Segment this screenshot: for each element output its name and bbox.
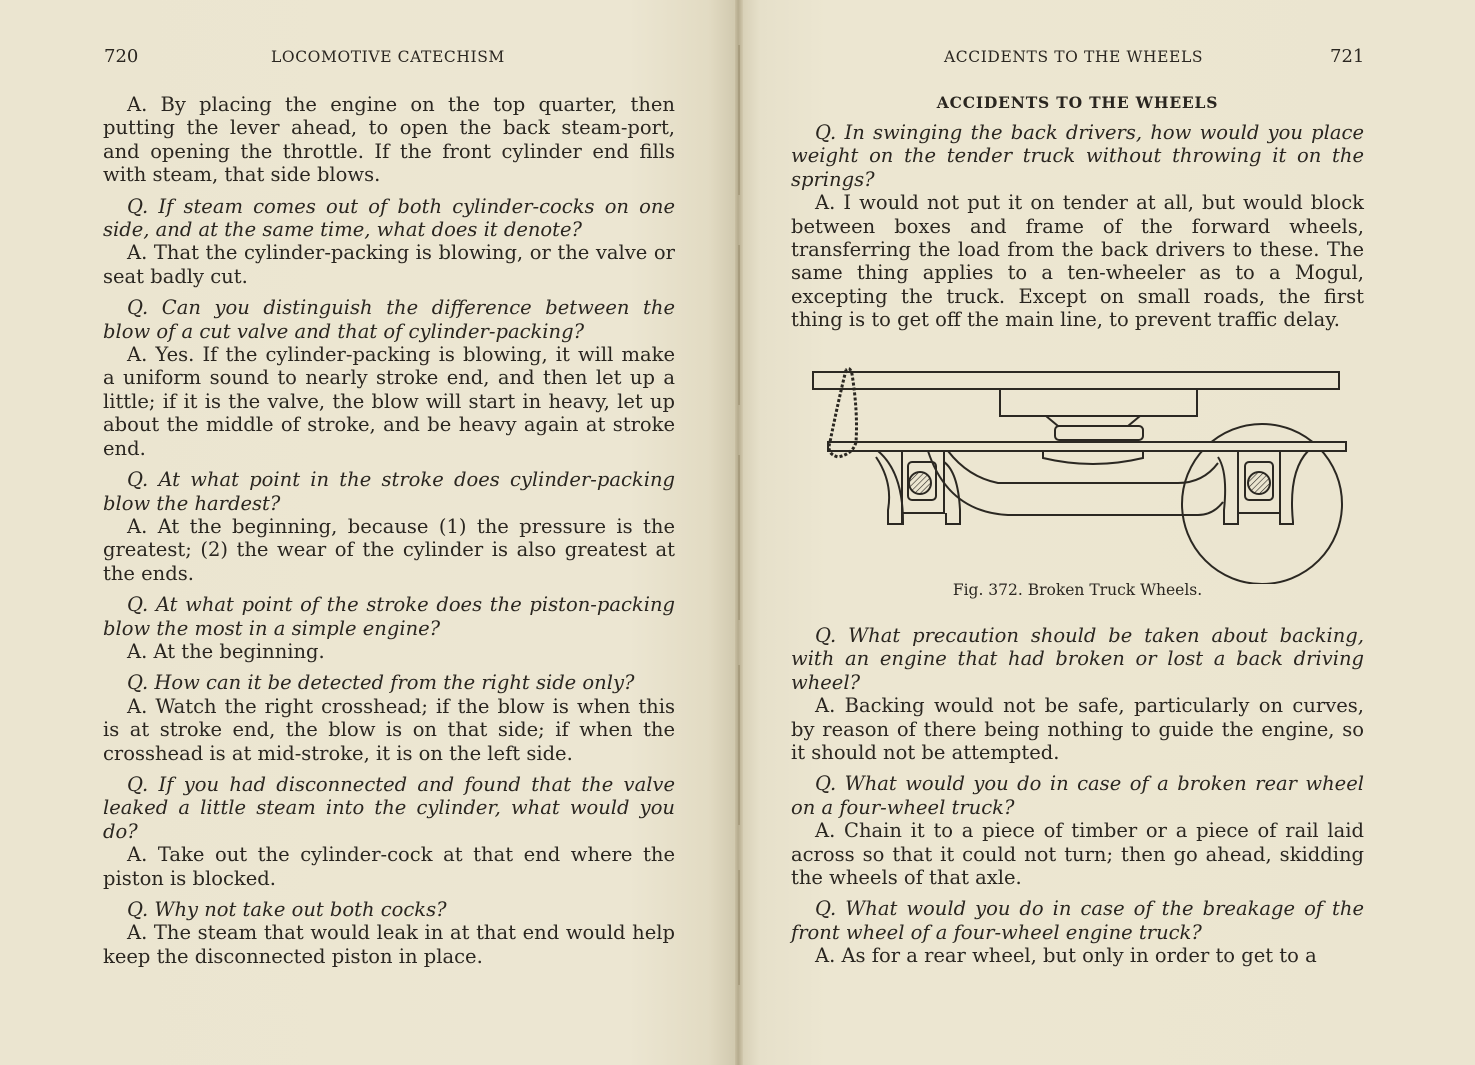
answer-paragraph: A. As for a rear wheel, but only in order to get to a bbox=[815, 944, 1317, 968]
binding-thread bbox=[738, 245, 740, 405]
question-paragraph: Q. Can you distinguish the difference between the blow of a cut valve and that of cylinder-packing? bbox=[103, 296, 675, 343]
page-number-left: 720 bbox=[104, 46, 139, 67]
right-page-body-lower bbox=[791, 624, 1364, 968]
answer-paragraph: A. Chain it to a piece of timber or a piece of rail laid across so that it could not turn; then go ahead, skidding the wheels of that axle. bbox=[791, 819, 1364, 890]
binding-thread bbox=[738, 455, 740, 620]
right-page-body-upper bbox=[791, 121, 1364, 332]
page-number-right: 721 bbox=[1330, 46, 1365, 67]
question-paragraph: Q. In swinging the back drivers, how would you place weight on the tender truck without throwing it on the springs? bbox=[791, 121, 1364, 191]
binding-thread bbox=[738, 870, 740, 985]
section-heading: ACCIDENTS TO THE WHEELS bbox=[936, 93, 1219, 112]
answer-paragraph: A. I would not put it on tender at all, but would block between boxes and frame of the forward wheels, transferring the load from the back drivers to these. The same thing applies to a ten-wheeler as to a Mogul, excepting the truck. Except on small roads, the first thing is to get off the main line, to prevent traffic delay. bbox=[791, 191, 1364, 332]
broken-truck-wheels-figure bbox=[808, 362, 1348, 584]
question-paragraph: Q. If you had disconnected and found that the valve leaked a little steam into the cylinder, what would you do? bbox=[103, 772, 675, 843]
question-paragraph: Q. What would you do in case of the breakage of the front wheel of a four-wheel engine truck? bbox=[791, 897, 1364, 944]
question-paragraph: Q. Why not take out both cocks? bbox=[127, 898, 447, 921]
answer-paragraph: A. By placing the engine on the top quarter, then putting the lever ahead, to open the back steam-port, and opening the throttle. If the front cylinder end fills with steam, that side blows. bbox=[103, 93, 675, 187]
answer-paragraph: A. Take out the cylinder-cock at that end where the piston is blocked. bbox=[103, 843, 675, 890]
question-paragraph: Q. At what point of the stroke does the piston-packing blow the most in a simple engine? bbox=[103, 593, 675, 640]
figure-caption: Fig. 372. Broken Truck Wheels. bbox=[952, 581, 1203, 599]
binding-thread bbox=[738, 45, 740, 195]
running-head-left: LOCOMOTIVE CATECHISM bbox=[271, 48, 505, 66]
answer-paragraph: A. At the beginning, because (1) the pressure is the greatest; (2) the wear of the cylinder is also greatest at the ends. bbox=[103, 514, 675, 585]
running-head-right: ACCIDENTS TO THE WHEELS bbox=[944, 48, 1204, 66]
question-paragraph: Q. What would you do in case of a broken rear wheel on a four-wheel truck? bbox=[791, 772, 1364, 819]
answer-paragraph: A. Backing would not be safe, particularly on curves, by reason of there being nothing to guide the engine, so it should not be attempted. bbox=[791, 694, 1364, 765]
question-paragraph: Q. What precaution should be taken about backing, with an engine that had broken or lost a back driving wheel? bbox=[791, 624, 1364, 694]
answer-paragraph: A. Yes. If the cylinder-packing is blowing, it will make a uniform sound to nearly stroke end, and then let up a little; if it is the valve, the blow will start in heavy, let up about the middle of stroke, and be heavy again at stroke end. bbox=[103, 343, 675, 460]
answer-paragraph: A. The steam that would leak in at that end would help keep the disconnected piston in place. bbox=[103, 921, 675, 968]
truck-illustration bbox=[808, 362, 1348, 584]
binding-thread bbox=[738, 665, 740, 825]
question-paragraph: Q. If steam comes out of both cylinder-cocks on one side, and at the same time, what does it denote? bbox=[103, 194, 675, 242]
question-paragraph: Q. At what point in the stroke does cylinder-packing blow the hardest? bbox=[103, 468, 675, 515]
answer-paragraph: A. At the beginning. bbox=[127, 639, 325, 663]
left-page-body bbox=[103, 93, 675, 968]
answer-paragraph: A. That the cylinder-packing is blowing, or the valve or seat badly cut. bbox=[103, 241, 675, 288]
question-paragraph: Q. How can it be detected from the right side only? bbox=[127, 671, 635, 695]
answer-paragraph: A. Watch the right crosshead; if the blow is when this is at stroke end, the blow is on that side; if when the crosshead is at mid-stroke, it is on the left side. bbox=[103, 694, 675, 765]
